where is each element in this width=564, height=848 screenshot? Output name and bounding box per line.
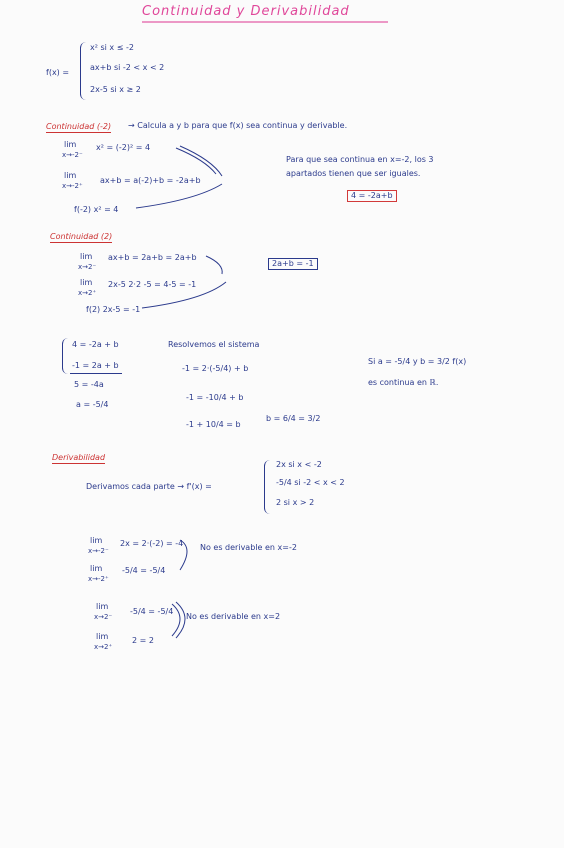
connector-curve <box>172 604 180 636</box>
limit-subscript: x→2⁺ <box>94 643 113 651</box>
limit-operator: lim <box>64 140 77 149</box>
connector-curve <box>136 184 222 208</box>
conclusion-line1: Si a = -5/4 y b = 3/2 f(x) <box>368 357 467 366</box>
limit-operator: lim <box>80 278 93 287</box>
system-equation-2: -1 = 2a + b <box>72 361 119 370</box>
section-heading-continuity-minus2: Continuidad (-2) <box>46 122 112 131</box>
limit-operator: lim <box>96 602 109 611</box>
derivability-note-1: No es derivable en x=-2 <box>200 543 297 552</box>
connector-curve <box>142 282 226 308</box>
a-value: a = -5/4 <box>76 400 109 409</box>
system-heading: Resolvemos el sistema <box>168 340 260 349</box>
function-value: f(2) 2x-5 = -1 <box>86 305 141 314</box>
boxed-equation: 2a+b = -1 <box>268 258 318 270</box>
b-value: b = 6/4 = 3/2 <box>266 414 321 423</box>
boxed-equation: 4 = -2a+b <box>347 190 397 202</box>
function-case-1: x² si x ≤ -2 <box>90 43 134 52</box>
limit-expression: 2x-5 2·2 -5 = 4-5 = -1 <box>108 280 197 289</box>
limit-subscript: x→-2⁺ <box>62 182 83 190</box>
limit-expression: 2 = 2 <box>132 636 154 645</box>
page-title: Continuidad y Derivabilidad <box>142 4 350 19</box>
derivative-case-1: 2x si x < -2 <box>276 460 322 469</box>
limit-expression: ax+b = 2a+b = 2a+b <box>108 253 197 262</box>
connector-curve <box>206 256 222 274</box>
limit-subscript: x→-2⁺ <box>88 575 109 583</box>
connector-curve <box>180 540 187 570</box>
limit-subscript: x→-2⁻ <box>62 151 83 159</box>
connector-curve <box>176 148 216 174</box>
limit-operator: lim <box>64 171 77 180</box>
system-step-2: -1 = -10/4 + b <box>186 393 244 402</box>
function-case-2: ax+b si -2 < x < 2 <box>90 63 165 72</box>
limit-expression: ax+b = a(-2)+b = -2a+b <box>100 176 201 185</box>
continuity-note-line1: Para que sea continua en x=-2, los 3 <box>286 155 434 164</box>
system-equation-1: 4 = -2a + b <box>72 340 119 349</box>
system-step-3: -1 + 10/4 = b <box>186 420 241 429</box>
limit-expression: -5/4 = -5/4 <box>130 607 174 616</box>
limit-operator: lim <box>90 536 103 545</box>
task-statement: → Calcula a y b para que f(x) sea continua y derivable. <box>128 121 348 130</box>
limit-operator: lim <box>90 564 103 573</box>
function-name: f(x) = <box>46 68 70 77</box>
continuity-note-line2: apartados tienen que ser iguales. <box>286 169 421 178</box>
connector-curve <box>176 602 185 638</box>
limit-subscript: x→-2⁻ <box>88 547 109 555</box>
derivative-case-2: -5/4 si -2 < x < 2 <box>276 478 345 487</box>
conclusion-line2: es continua en ℝ. <box>368 378 439 387</box>
section-heading-derivability: Derivabilidad <box>52 453 106 462</box>
limit-operator: lim <box>80 252 93 261</box>
derivative-intro: Derivamos cada parte → f'(x) = <box>86 482 212 491</box>
function-case-3: 2x-5 si x ≥ 2 <box>90 85 141 94</box>
limit-subscript: x→2⁻ <box>78 263 97 271</box>
system-step-1: -1 = 2·(-5/4) + b <box>182 364 249 373</box>
system-sum: 5 = -4a <box>74 380 104 389</box>
limit-operator: lim <box>96 632 109 641</box>
section-heading-continuity-2: Continuidad (2) <box>50 232 113 241</box>
limit-expression: x² = (-2)² = 4 <box>96 143 151 152</box>
derivative-case-3: 2 si x > 2 <box>276 498 315 507</box>
limit-subscript: x→2⁺ <box>78 289 97 297</box>
function-value: f(-2) x² = 4 <box>74 205 119 214</box>
limit-expression: -5/4 = -5/4 <box>122 566 166 575</box>
limit-expression: 2x = 2·(-2) = -4 <box>120 539 184 548</box>
limit-subscript: x→2⁻ <box>94 613 113 621</box>
derivability-note-2: No es derivable en x=2 <box>186 612 281 621</box>
